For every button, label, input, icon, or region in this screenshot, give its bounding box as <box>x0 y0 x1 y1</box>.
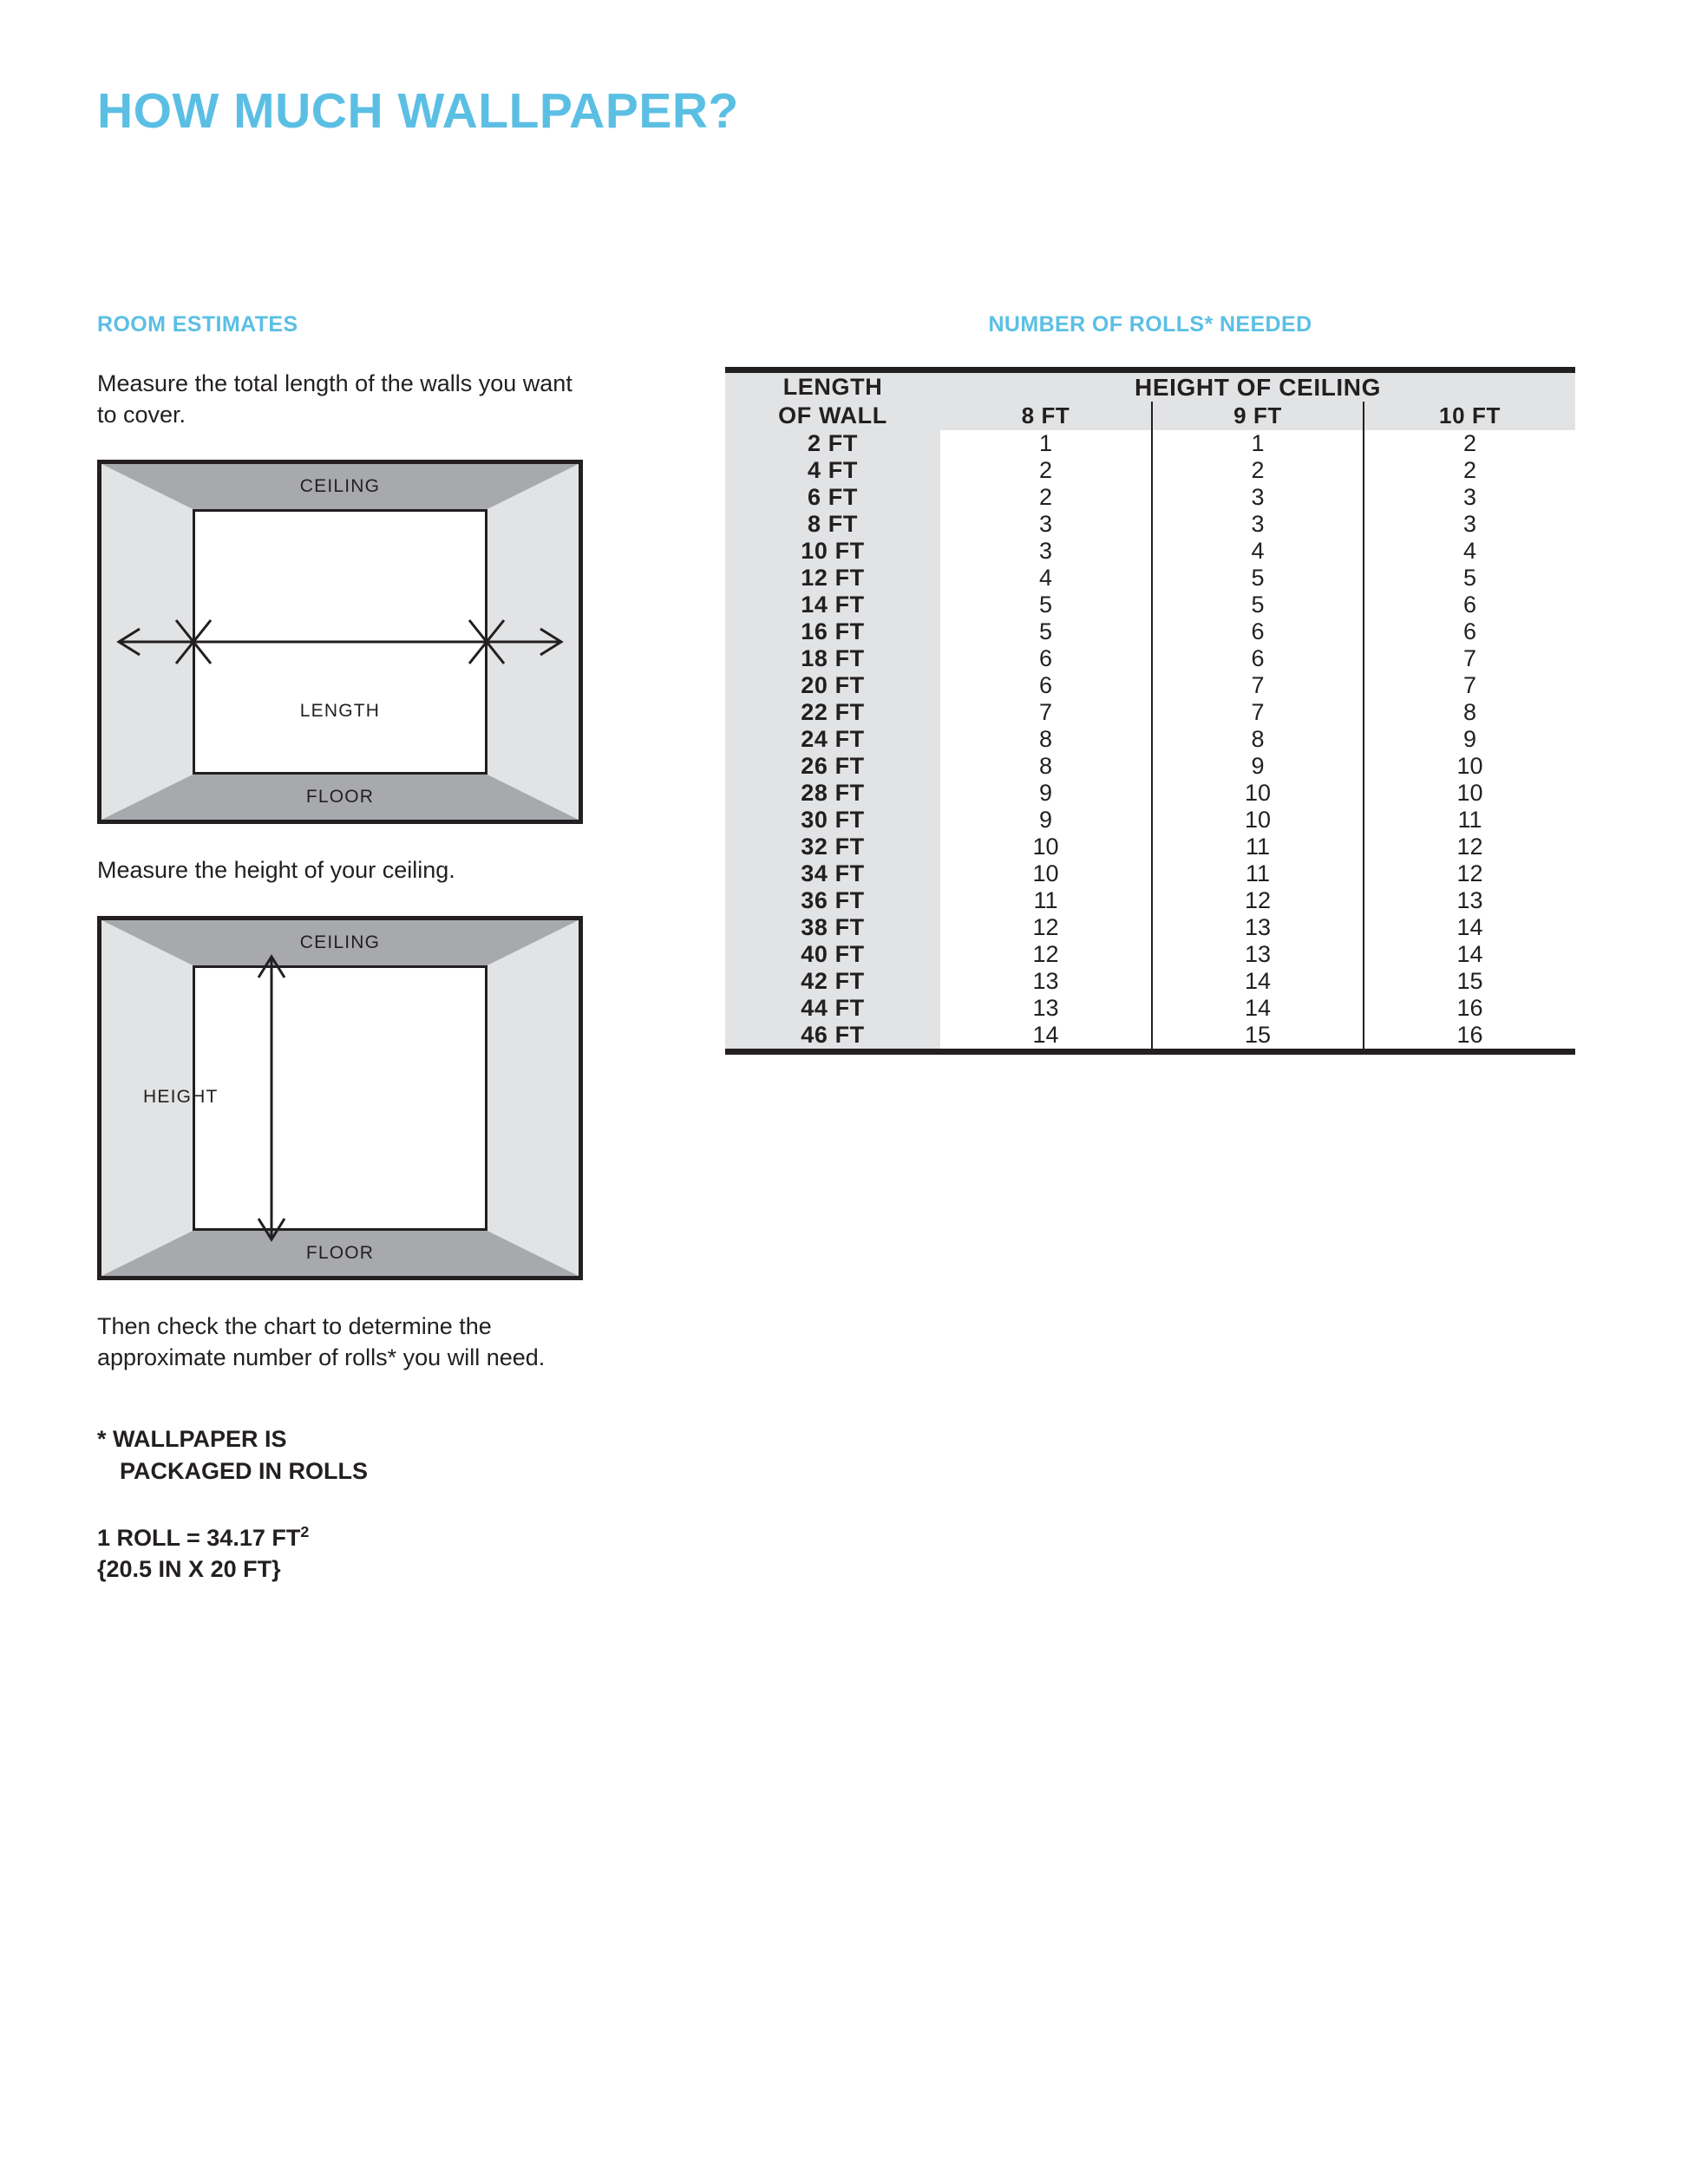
row-label: 30 FT <box>725 807 940 834</box>
instruction-step-2: Measure the height of your ceiling. <box>97 857 455 884</box>
table-row <box>725 968 1575 995</box>
row-label: 20 FT <box>725 672 940 699</box>
cell-8ft: 6 <box>940 645 1152 672</box>
cell-9ft: 3 <box>1152 511 1364 538</box>
cell-9ft: 15 <box>1152 1022 1364 1049</box>
row-label: 44 FT <box>725 995 940 1022</box>
footnote-line-2: PACKAGED IN ROLLS <box>120 1457 369 1484</box>
room-diagram-length <box>97 460 583 824</box>
instruction-step-1: Measure the total length of the walls you want to cover. <box>97 370 572 428</box>
table-row <box>725 914 1575 941</box>
cell-8ft: 13 <box>940 968 1152 995</box>
cell-9ft: 11 <box>1152 834 1364 860</box>
roll-size-line-1 <box>97 1525 309 1551</box>
cell-9ft: 3 <box>1152 484 1364 511</box>
cell-8ft: 4 <box>940 565 1152 592</box>
footnote-wallpaper-rolls <box>97 1423 670 1487</box>
diagram-height-label: HEIGHT <box>143 1086 219 1107</box>
cell-8ft: 12 <box>940 941 1152 968</box>
cell-10ft: 2 <box>1364 457 1575 484</box>
table-row <box>725 753 1575 780</box>
table-row <box>725 645 1575 672</box>
cell-10ft: 10 <box>1364 753 1575 780</box>
cell-10ft: 9 <box>1364 726 1575 753</box>
diagram-floor-label: FLOOR <box>305 787 375 808</box>
cell-10ft: 10 <box>1364 780 1575 807</box>
cell-9ft: 8 <box>1152 726 1364 753</box>
table-row <box>725 941 1575 968</box>
cell-9ft: 1 <box>1152 430 1364 457</box>
table-row <box>725 484 1575 511</box>
cell-9ft: 5 <box>1152 565 1364 592</box>
cell-8ft: 5 <box>940 592 1152 618</box>
table-row <box>725 860 1575 887</box>
roll-size-value: 1 ROLL = 34.17 FT <box>97 1525 301 1551</box>
cell-9ft: 7 <box>1152 699 1364 726</box>
cell-10ft: 16 <box>1364 1022 1575 1049</box>
cell-9ft: 12 <box>1152 887 1364 914</box>
cell-10ft: 15 <box>1364 968 1575 995</box>
row-label: 32 FT <box>725 834 940 860</box>
cell-10ft: 8 <box>1364 699 1575 726</box>
table-row <box>725 699 1575 726</box>
cell-8ft: 11 <box>940 887 1152 914</box>
row-label: 10 FT <box>725 538 940 565</box>
table-head <box>725 373 1575 430</box>
cell-8ft: 10 <box>940 860 1152 887</box>
cell-10ft: 12 <box>1364 860 1575 887</box>
cell-9ft: 6 <box>1152 618 1364 645</box>
table-row <box>725 995 1575 1022</box>
cell-8ft: 2 <box>940 484 1152 511</box>
row-label: 8 FT <box>725 511 940 538</box>
cell-9ft: 13 <box>1152 941 1364 968</box>
row-label: 6 FT <box>725 484 940 511</box>
rolls-table <box>725 373 1575 1049</box>
right-wall-plane <box>487 920 579 1276</box>
diagram-ceiling-label: CEILING <box>299 476 381 497</box>
cell-10ft: 3 <box>1364 511 1575 538</box>
table-title: NUMBER OF ROLLS* NEEDED <box>988 312 1312 337</box>
table-row <box>725 538 1575 565</box>
diagram-floor-label: FLOOR <box>305 1242 375 1263</box>
cell-10ft: 11 <box>1364 807 1575 834</box>
roll-size-line-2: {20.5 IN X 20 FT} <box>97 1556 281 1583</box>
cell-10ft: 4 <box>1364 538 1575 565</box>
cell-9ft: 14 <box>1152 968 1364 995</box>
roll-size-exponent: 2 <box>300 1523 310 1540</box>
cell-10ft: 6 <box>1364 592 1575 618</box>
row-label: 40 FT <box>725 941 940 968</box>
row-label: 38 FT <box>725 914 940 941</box>
cell-10ft: 14 <box>1364 941 1575 968</box>
length-header-line-1: LENGTH <box>782 374 883 400</box>
table-row <box>725 430 1575 457</box>
diagram-length-label: LENGTH <box>299 701 381 722</box>
table-row <box>725 1022 1575 1049</box>
row-label: 36 FT <box>725 887 940 914</box>
footnote-line-1: * WALLPAPER IS <box>97 1426 287 1453</box>
cell-9ft: 6 <box>1152 645 1364 672</box>
cell-8ft: 9 <box>940 807 1152 834</box>
room-diagram-height <box>97 916 583 1280</box>
cell-9ft: 11 <box>1152 860 1364 887</box>
cell-8ft: 8 <box>940 753 1152 780</box>
column-group-header-height-of-ceiling: HEIGHT OF CEILING <box>940 373 1575 402</box>
table-row <box>725 726 1575 753</box>
cell-10ft: 2 <box>1364 430 1575 457</box>
cell-10ft: 6 <box>1364 618 1575 645</box>
column-header-9ft: 9 FT <box>1152 402 1364 429</box>
page-title: HOW MUCH WALLPAPER? <box>97 83 739 139</box>
row-label: 18 FT <box>725 645 940 672</box>
row-label: 4 FT <box>725 457 940 484</box>
cell-9ft: 10 <box>1152 780 1364 807</box>
cell-8ft: 10 <box>940 834 1152 860</box>
row-label: 46 FT <box>725 1022 940 1049</box>
cell-10ft: 12 <box>1364 834 1575 860</box>
row-label: 42 FT <box>725 968 940 995</box>
instruction-step-3: Then check the chart to determine the approximate number of rolls* you will need. <box>97 1312 546 1370</box>
cell-9ft: 7 <box>1152 672 1364 699</box>
cell-8ft: 13 <box>940 995 1152 1022</box>
table-header-row-group <box>725 373 1575 402</box>
cell-8ft: 5 <box>940 618 1152 645</box>
cell-9ft: 10 <box>1152 807 1364 834</box>
column-header-length-of-wall <box>725 373 940 430</box>
row-label: 28 FT <box>725 780 940 807</box>
length-header-line-2: OF WALL <box>778 402 887 428</box>
table-row <box>725 457 1575 484</box>
cell-10ft: 16 <box>1364 995 1575 1022</box>
row-label: 16 FT <box>725 618 940 645</box>
table-row <box>725 887 1575 914</box>
right-wall-plane <box>487 464 579 820</box>
diagram-ceiling-label: CEILING <box>299 932 381 952</box>
table-row <box>725 592 1575 618</box>
cell-10ft: 7 <box>1364 645 1575 672</box>
cell-8ft: 6 <box>940 672 1152 699</box>
cell-8ft: 2 <box>940 457 1152 484</box>
table-row <box>725 672 1575 699</box>
roll-size-note <box>97 1521 670 1586</box>
cell-9ft: 4 <box>1152 538 1364 565</box>
table-row <box>725 807 1575 834</box>
cell-9ft: 9 <box>1152 753 1364 780</box>
column-header-8ft: 8 FT <box>940 402 1152 429</box>
cell-10ft: 14 <box>1364 914 1575 941</box>
table-row <box>725 565 1575 592</box>
cell-8ft: 1 <box>940 430 1152 457</box>
column-header-10ft: 10 FT <box>1364 402 1575 429</box>
row-label: 26 FT <box>725 753 940 780</box>
rolls-table-wrapper <box>725 367 1575 1055</box>
left-wall-plane <box>101 464 193 820</box>
cell-9ft: 14 <box>1152 995 1364 1022</box>
cell-10ft: 13 <box>1364 887 1575 914</box>
cell-8ft: 7 <box>940 699 1152 726</box>
back-wall <box>193 965 487 1231</box>
cell-10ft: 3 <box>1364 484 1575 511</box>
row-label: 24 FT <box>725 726 940 753</box>
cell-8ft: 12 <box>940 914 1152 941</box>
cell-8ft: 14 <box>940 1022 1152 1049</box>
table-row <box>725 780 1575 807</box>
table-body <box>725 430 1575 1049</box>
cell-8ft: 8 <box>940 726 1152 753</box>
row-label: 2 FT <box>725 430 940 457</box>
row-label: 34 FT <box>725 860 940 887</box>
cell-8ft: 3 <box>940 538 1152 565</box>
section-heading-room-estimates: ROOM ESTIMATES <box>97 312 298 337</box>
back-wall <box>193 509 487 775</box>
row-label: 12 FT <box>725 565 940 592</box>
table-row <box>725 618 1575 645</box>
cell-8ft: 3 <box>940 511 1152 538</box>
table-row <box>725 511 1575 538</box>
table-row <box>725 834 1575 860</box>
cell-9ft: 2 <box>1152 457 1364 484</box>
cell-9ft: 13 <box>1152 914 1364 941</box>
row-label: 14 FT <box>725 592 940 618</box>
row-label: 22 FT <box>725 699 940 726</box>
cell-10ft: 7 <box>1364 672 1575 699</box>
room-estimates-section <box>97 312 670 1586</box>
cell-10ft: 5 <box>1364 565 1575 592</box>
cell-9ft: 5 <box>1152 592 1364 618</box>
rolls-table-section <box>725 312 1575 1055</box>
cell-8ft: 9 <box>940 780 1152 807</box>
